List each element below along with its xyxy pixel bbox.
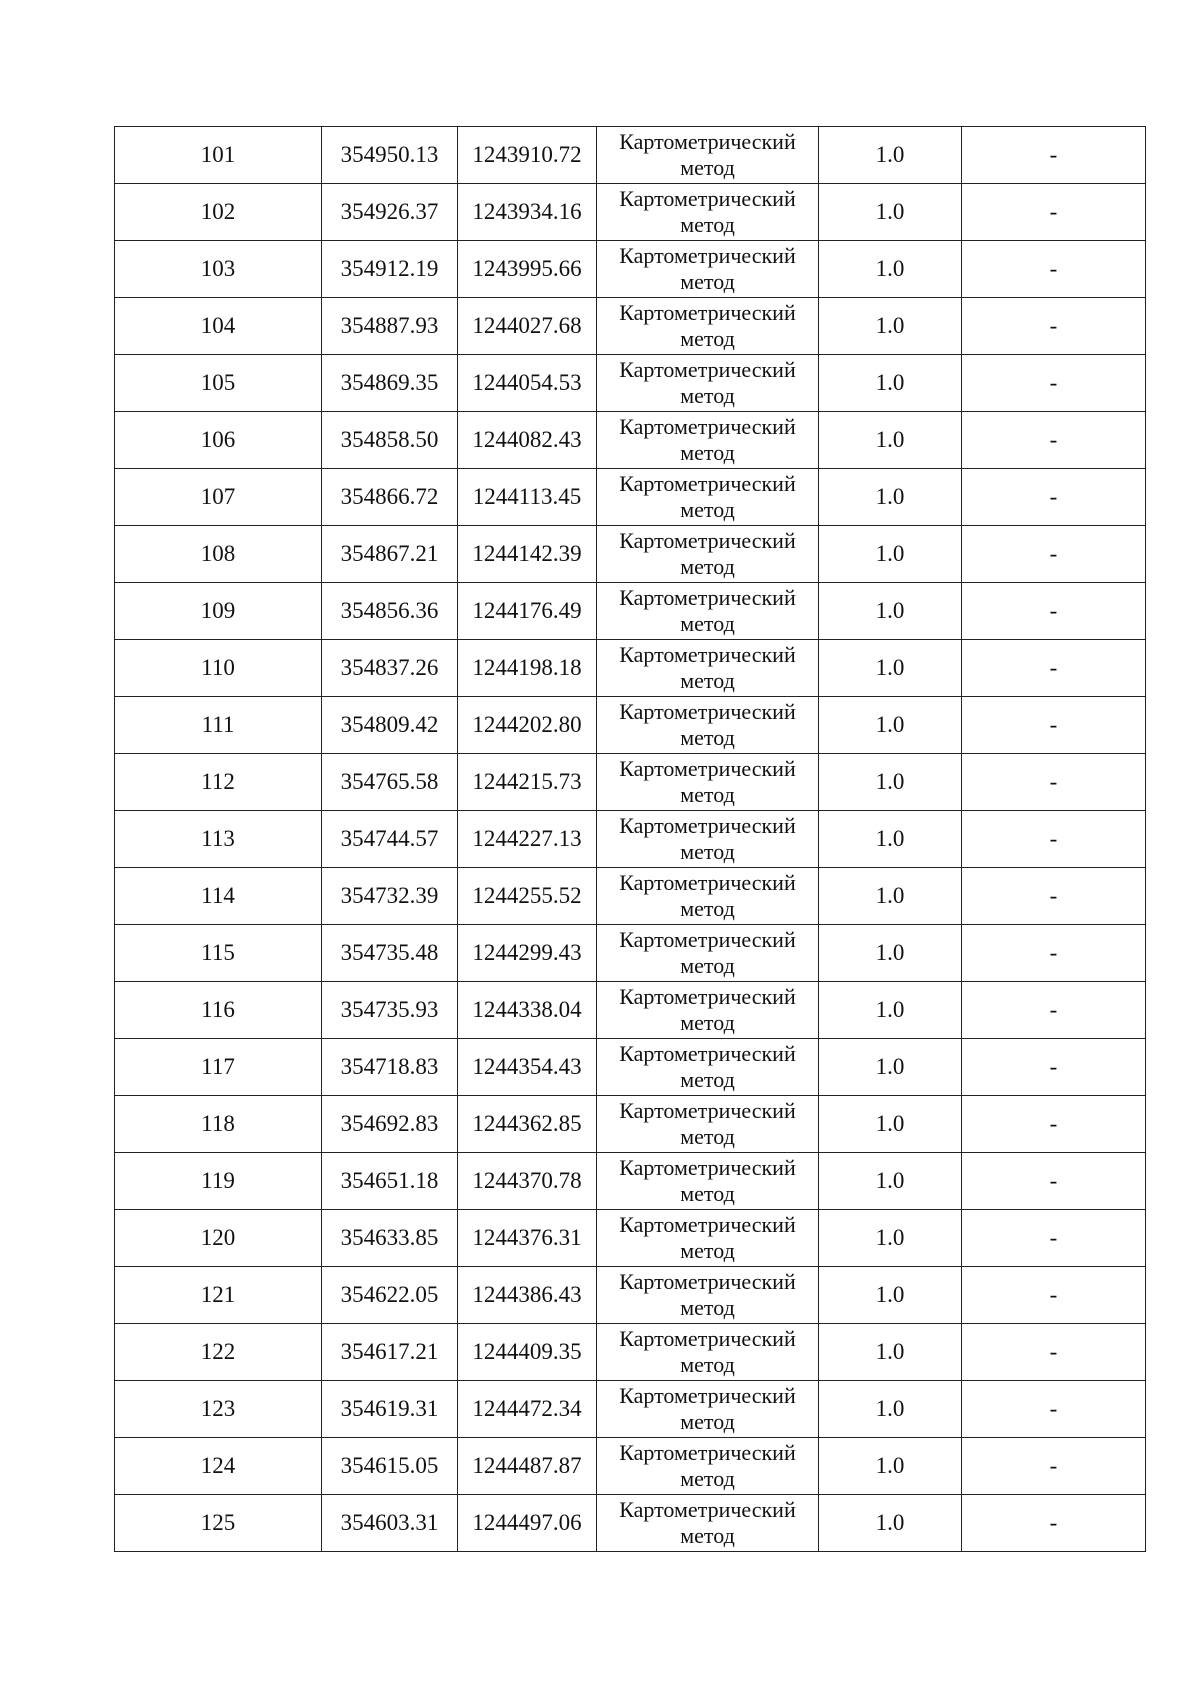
table-row bbox=[115, 868, 1146, 925]
note-cell: - bbox=[962, 925, 1146, 982]
table-row bbox=[115, 127, 1146, 184]
x-coordinate-cell: 354809.42 bbox=[322, 697, 458, 754]
method-cell: Картометрический метод bbox=[597, 412, 819, 469]
point-number-cell: 113 bbox=[115, 811, 322, 868]
note-cell: - bbox=[962, 298, 1146, 355]
accuracy-cell: 1.0 bbox=[819, 868, 962, 925]
table-row bbox=[115, 1324, 1146, 1381]
y-coordinate-cell: 1244198.18 bbox=[458, 640, 597, 697]
y-coordinate-cell: 1244113.45 bbox=[458, 469, 597, 526]
y-coordinate-cell: 1244176.49 bbox=[458, 583, 597, 640]
note-cell: - bbox=[962, 1438, 1146, 1495]
method-cell: Картометрический метод bbox=[597, 1495, 819, 1552]
table-row bbox=[115, 298, 1146, 355]
y-coordinate-cell: 1244362.85 bbox=[458, 1096, 597, 1153]
table-row bbox=[115, 811, 1146, 868]
y-coordinate-cell: 1243934.16 bbox=[458, 184, 597, 241]
accuracy-cell: 1.0 bbox=[819, 1495, 962, 1552]
x-coordinate-cell: 354615.05 bbox=[322, 1438, 458, 1495]
y-coordinate-cell: 1244215.73 bbox=[458, 754, 597, 811]
method-cell: Картометрический метод bbox=[597, 925, 819, 982]
x-coordinate-cell: 354735.93 bbox=[322, 982, 458, 1039]
coordinates-table bbox=[114, 126, 1146, 1552]
method-cell: Картометрический метод bbox=[597, 1267, 819, 1324]
x-coordinate-cell: 354912.19 bbox=[322, 241, 458, 298]
accuracy-cell: 1.0 bbox=[819, 583, 962, 640]
point-number-cell: 117 bbox=[115, 1039, 322, 1096]
note-cell: - bbox=[962, 1210, 1146, 1267]
accuracy-cell: 1.0 bbox=[819, 925, 962, 982]
note-cell: - bbox=[962, 1039, 1146, 1096]
method-cell: Картометрический метод bbox=[597, 754, 819, 811]
x-coordinate-cell: 354744.57 bbox=[322, 811, 458, 868]
point-number-cell: 104 bbox=[115, 298, 322, 355]
method-cell: Картометрический метод bbox=[597, 811, 819, 868]
x-coordinate-cell: 354887.93 bbox=[322, 298, 458, 355]
y-coordinate-cell: 1243910.72 bbox=[458, 127, 597, 184]
point-number-cell: 116 bbox=[115, 982, 322, 1039]
point-number-cell: 118 bbox=[115, 1096, 322, 1153]
y-coordinate-cell: 1243995.66 bbox=[458, 241, 597, 298]
method-cell: Картометрический метод bbox=[597, 868, 819, 925]
table-row bbox=[115, 583, 1146, 640]
method-cell: Картометрический метод bbox=[597, 127, 819, 184]
x-coordinate-cell: 354869.35 bbox=[322, 355, 458, 412]
accuracy-cell: 1.0 bbox=[819, 184, 962, 241]
method-cell: Картометрический метод bbox=[597, 526, 819, 583]
accuracy-cell: 1.0 bbox=[819, 754, 962, 811]
accuracy-cell: 1.0 bbox=[819, 982, 962, 1039]
table-row bbox=[115, 355, 1146, 412]
accuracy-cell: 1.0 bbox=[819, 298, 962, 355]
y-coordinate-cell: 1244142.39 bbox=[458, 526, 597, 583]
x-coordinate-cell: 354633.85 bbox=[322, 1210, 458, 1267]
method-cell: Картометрический метод bbox=[597, 583, 819, 640]
point-number-cell: 111 bbox=[115, 697, 322, 754]
table-row bbox=[115, 1153, 1146, 1210]
accuracy-cell: 1.0 bbox=[819, 127, 962, 184]
y-coordinate-cell: 1244354.43 bbox=[458, 1039, 597, 1096]
y-coordinate-cell: 1244338.04 bbox=[458, 982, 597, 1039]
x-coordinate-cell: 354837.26 bbox=[322, 640, 458, 697]
y-coordinate-cell: 1244370.78 bbox=[458, 1153, 597, 1210]
method-cell: Картометрический метод bbox=[597, 1438, 819, 1495]
method-cell: Картометрический метод bbox=[597, 298, 819, 355]
x-coordinate-cell: 354856.36 bbox=[322, 583, 458, 640]
accuracy-cell: 1.0 bbox=[819, 469, 962, 526]
method-cell: Картометрический метод bbox=[597, 1096, 819, 1153]
x-coordinate-cell: 354617.21 bbox=[322, 1324, 458, 1381]
point-number-cell: 101 bbox=[115, 127, 322, 184]
y-coordinate-cell: 1244027.68 bbox=[458, 298, 597, 355]
table-row bbox=[115, 1096, 1146, 1153]
x-coordinate-cell: 354765.58 bbox=[322, 754, 458, 811]
point-number-cell: 125 bbox=[115, 1495, 322, 1552]
table-row bbox=[115, 469, 1146, 526]
note-cell: - bbox=[962, 1324, 1146, 1381]
x-coordinate-cell: 354651.18 bbox=[322, 1153, 458, 1210]
method-cell: Картометрический метод bbox=[597, 355, 819, 412]
method-cell: Картометрический метод bbox=[597, 697, 819, 754]
accuracy-cell: 1.0 bbox=[819, 640, 962, 697]
point-number-cell: 107 bbox=[115, 469, 322, 526]
note-cell: - bbox=[962, 982, 1146, 1039]
y-coordinate-cell: 1244082.43 bbox=[458, 412, 597, 469]
accuracy-cell: 1.0 bbox=[819, 1039, 962, 1096]
method-cell: Картометрический метод bbox=[597, 1381, 819, 1438]
accuracy-cell: 1.0 bbox=[819, 1267, 962, 1324]
point-number-cell: 119 bbox=[115, 1153, 322, 1210]
point-number-cell: 121 bbox=[115, 1267, 322, 1324]
point-number-cell: 122 bbox=[115, 1324, 322, 1381]
note-cell: - bbox=[962, 868, 1146, 925]
table-row bbox=[115, 925, 1146, 982]
x-coordinate-cell: 354735.48 bbox=[322, 925, 458, 982]
x-coordinate-cell: 354718.83 bbox=[322, 1039, 458, 1096]
y-coordinate-cell: 1244054.53 bbox=[458, 355, 597, 412]
note-cell: - bbox=[962, 640, 1146, 697]
x-coordinate-cell: 354866.72 bbox=[322, 469, 458, 526]
accuracy-cell: 1.0 bbox=[819, 1096, 962, 1153]
note-cell: - bbox=[962, 697, 1146, 754]
x-coordinate-cell: 354858.50 bbox=[322, 412, 458, 469]
table-row bbox=[115, 241, 1146, 298]
point-number-cell: 108 bbox=[115, 526, 322, 583]
point-number-cell: 103 bbox=[115, 241, 322, 298]
table-row bbox=[115, 697, 1146, 754]
note-cell: - bbox=[962, 526, 1146, 583]
point-number-cell: 106 bbox=[115, 412, 322, 469]
method-cell: Картометрический метод bbox=[597, 1324, 819, 1381]
coordinates-table-body bbox=[115, 127, 1146, 1552]
accuracy-cell: 1.0 bbox=[819, 355, 962, 412]
table-row bbox=[115, 1039, 1146, 1096]
method-cell: Картометрический метод bbox=[597, 469, 819, 526]
method-cell: Картометрический метод bbox=[597, 1210, 819, 1267]
point-number-cell: 102 bbox=[115, 184, 322, 241]
note-cell: - bbox=[962, 184, 1146, 241]
accuracy-cell: 1.0 bbox=[819, 1210, 962, 1267]
y-coordinate-cell: 1244299.43 bbox=[458, 925, 597, 982]
y-coordinate-cell: 1244255.52 bbox=[458, 868, 597, 925]
table-row bbox=[115, 412, 1146, 469]
y-coordinate-cell: 1244202.80 bbox=[458, 697, 597, 754]
x-coordinate-cell: 354867.21 bbox=[322, 526, 458, 583]
x-coordinate-cell: 354603.31 bbox=[322, 1495, 458, 1552]
note-cell: - bbox=[962, 1381, 1146, 1438]
method-cell: Картометрический метод bbox=[597, 982, 819, 1039]
table-row bbox=[115, 982, 1146, 1039]
table-row bbox=[115, 1438, 1146, 1495]
y-coordinate-cell: 1244487.87 bbox=[458, 1438, 597, 1495]
note-cell: - bbox=[962, 1267, 1146, 1324]
point-number-cell: 105 bbox=[115, 355, 322, 412]
x-coordinate-cell: 354732.39 bbox=[322, 868, 458, 925]
note-cell: - bbox=[962, 241, 1146, 298]
table-row bbox=[115, 184, 1146, 241]
x-coordinate-cell: 354619.31 bbox=[322, 1381, 458, 1438]
accuracy-cell: 1.0 bbox=[819, 697, 962, 754]
point-number-cell: 120 bbox=[115, 1210, 322, 1267]
table-row bbox=[115, 1381, 1146, 1438]
note-cell: - bbox=[962, 469, 1146, 526]
accuracy-cell: 1.0 bbox=[819, 1381, 962, 1438]
note-cell: - bbox=[962, 583, 1146, 640]
note-cell: - bbox=[962, 1153, 1146, 1210]
point-number-cell: 124 bbox=[115, 1438, 322, 1495]
note-cell: - bbox=[962, 355, 1146, 412]
accuracy-cell: 1.0 bbox=[819, 811, 962, 868]
point-number-cell: 112 bbox=[115, 754, 322, 811]
note-cell: - bbox=[962, 1096, 1146, 1153]
accuracy-cell: 1.0 bbox=[819, 1324, 962, 1381]
y-coordinate-cell: 1244409.35 bbox=[458, 1324, 597, 1381]
x-coordinate-cell: 354692.83 bbox=[322, 1096, 458, 1153]
method-cell: Картометрический метод bbox=[597, 1039, 819, 1096]
note-cell: - bbox=[962, 1495, 1146, 1552]
point-number-cell: 115 bbox=[115, 925, 322, 982]
table-row bbox=[115, 526, 1146, 583]
note-cell: - bbox=[962, 754, 1146, 811]
note-cell: - bbox=[962, 811, 1146, 868]
accuracy-cell: 1.0 bbox=[819, 1438, 962, 1495]
accuracy-cell: 1.0 bbox=[819, 241, 962, 298]
y-coordinate-cell: 1244386.43 bbox=[458, 1267, 597, 1324]
table-row bbox=[115, 1210, 1146, 1267]
table-row bbox=[115, 754, 1146, 811]
y-coordinate-cell: 1244227.13 bbox=[458, 811, 597, 868]
y-coordinate-cell: 1244472.34 bbox=[458, 1381, 597, 1438]
note-cell: - bbox=[962, 412, 1146, 469]
accuracy-cell: 1.0 bbox=[819, 412, 962, 469]
method-cell: Картометрический метод bbox=[597, 1153, 819, 1210]
note-cell: - bbox=[962, 127, 1146, 184]
point-number-cell: 114 bbox=[115, 868, 322, 925]
accuracy-cell: 1.0 bbox=[819, 526, 962, 583]
x-coordinate-cell: 354926.37 bbox=[322, 184, 458, 241]
point-number-cell: 123 bbox=[115, 1381, 322, 1438]
table-row bbox=[115, 1495, 1146, 1552]
x-coordinate-cell: 354622.05 bbox=[322, 1267, 458, 1324]
method-cell: Картометрический метод bbox=[597, 640, 819, 697]
accuracy-cell: 1.0 bbox=[819, 1153, 962, 1210]
point-number-cell: 110 bbox=[115, 640, 322, 697]
point-number-cell: 109 bbox=[115, 583, 322, 640]
y-coordinate-cell: 1244497.06 bbox=[458, 1495, 597, 1552]
method-cell: Картометрический метод bbox=[597, 241, 819, 298]
x-coordinate-cell: 354950.13 bbox=[322, 127, 458, 184]
table-row bbox=[115, 1267, 1146, 1324]
table-row bbox=[115, 640, 1146, 697]
y-coordinate-cell: 1244376.31 bbox=[458, 1210, 597, 1267]
method-cell: Картометрический метод bbox=[597, 184, 819, 241]
